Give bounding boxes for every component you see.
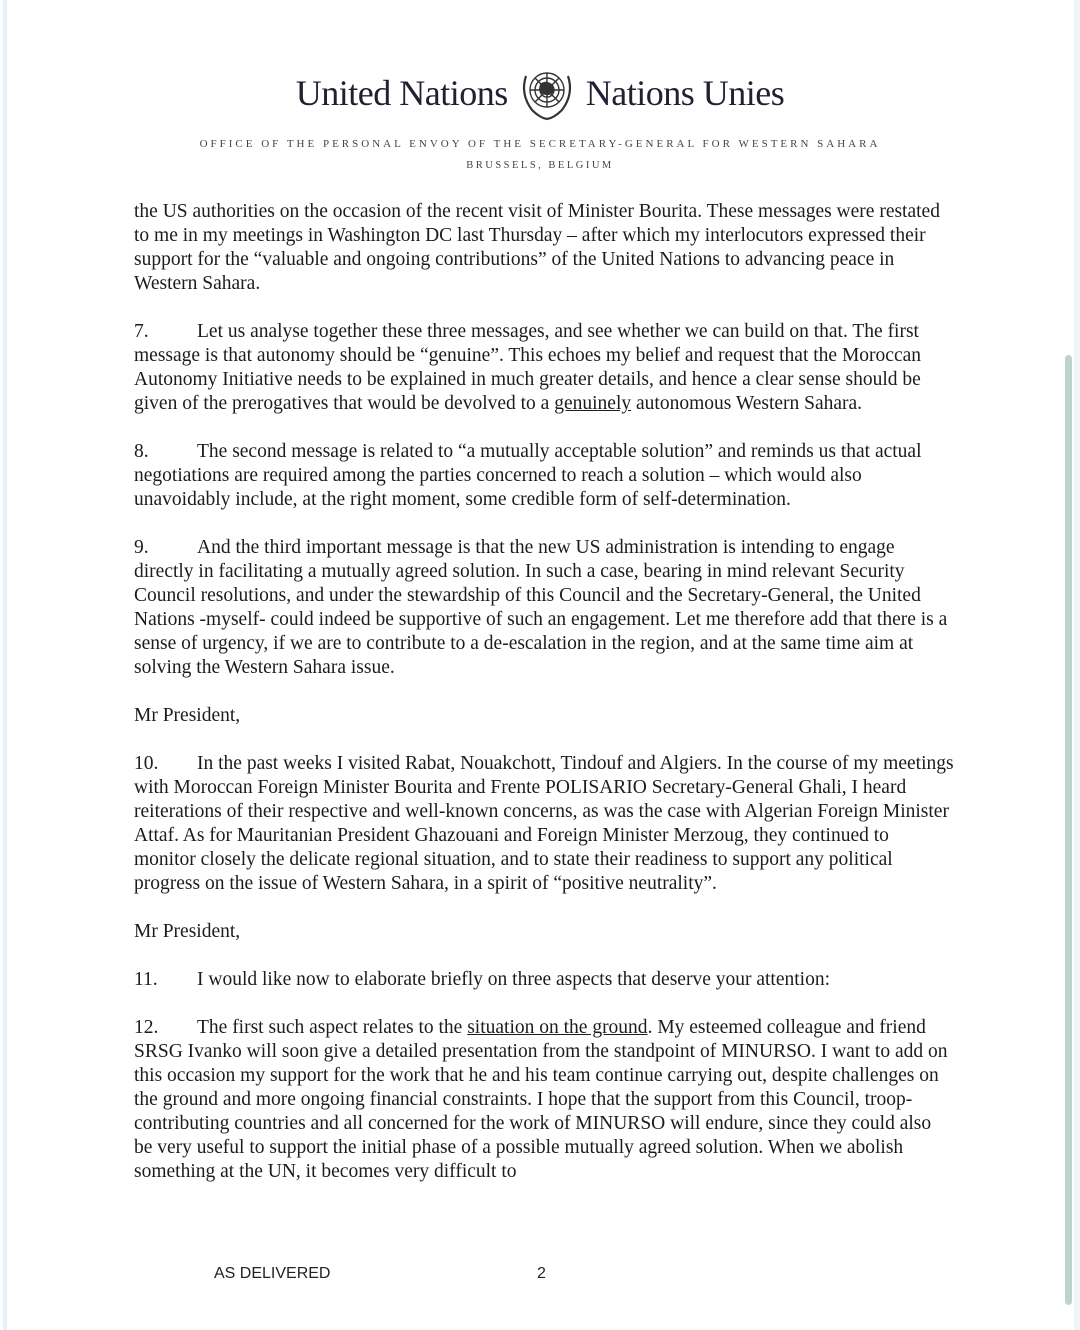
paragraph-text: Let us analyse together these three messages, and see whether we can build on that. The first message is that autonomy should be “genuine”. This echoes my belief and request that the Moroccan Autonomy Initiative needs to be explained in much greater details, and hence a clear sense should be given of the prerogatives that would be devolved to a — [134, 321, 921, 414]
paragraph-text: the US authorities on the occasion of the recent visit of Minister Bourita. These messages were restated to me in my meetings in Washington DC last Thursday – after which my interlocutors expressed their support for the “valuable and ongoing contributions” of the United Nations to advancing peace in Western Sahara. — [134, 201, 940, 294]
paragraph-11 — [134, 968, 954, 992]
paragraph-number: 11. — [134, 969, 158, 990]
paragraph-text: In the past weeks I visited Rabat, Nouakchott, Tindouf and Algiers. In the course of my meetings with Moroccan Foreign Minister Bourita and Frente POLISARIO Secretary-General Ghali, I heard reiterations of their respective and well-known concerns, as was the case with Algerian Foreign Minister Attaf. As for Mauritanian President Ghazouani and Foreign Minister Merzoug, they continued to monitor closely the delicate regional situation, and to state their readiness to support any political progress on the issue of Western Sahara, in a spirit of “positive neutrality”. — [134, 753, 954, 894]
scrollbar[interactable] — [1065, 355, 1072, 1305]
salutation-text: Mr President, — [134, 705, 241, 726]
salutation-text: Mr President, — [134, 921, 241, 942]
page-number: 2 — [537, 1265, 546, 1282]
paragraph-number: 9. — [134, 537, 149, 558]
paragraph-text: I would like now to elaborate briefly on three aspects that deserve your attention: — [197, 969, 830, 990]
paragraph-10 — [134, 752, 954, 896]
paragraph-6-continued — [134, 200, 954, 296]
paragraph-text: autonomous Western Sahara. — [631, 393, 863, 414]
paragraph-number: 8. — [134, 441, 149, 462]
paragraph-text: And the third important message is that the new US administration is intending to engage directly in facilitating a mutually agreed solution. In such a case, bearing in mind relevant Security Council resolutions, and under the stewardship of this Council and the Secretary-General, the United Nations -myself- could indeed be supportive of such an engagement. Let me therefore add that there is a sense of urgency, if we are to contribute to a de-escalation in the region, and at the same time aim at solving the Western Sahara issue. — [134, 537, 948, 678]
letterhead — [0, 62, 1080, 171]
salutation — [134, 704, 954, 728]
paragraph-12 — [134, 1016, 954, 1184]
paragraph-8 — [134, 440, 954, 512]
page-border-right — [1074, 0, 1080, 1330]
paragraph-text: The first such aspect relates to the — [197, 1017, 468, 1038]
document-body — [134, 200, 954, 1208]
underlined-text: genuinely — [554, 393, 632, 414]
org-name-en: United Nations — [295, 73, 508, 113]
paragraph-number: 7. — [134, 321, 149, 342]
paragraph-text: The second message is related to “a mutually acceptable solution” and reminds us that actual negotiations are required among the parties concerned to reach a solution – which would also unavoidably include, at the right moment, some credible form of self-determination. — [134, 441, 922, 510]
underlined-text: situation on the ground — [467, 1017, 648, 1038]
org-line — [0, 62, 1080, 124]
paragraph-number: 10. — [134, 753, 159, 774]
office-location: BRUSSELS, BELGIUM — [466, 160, 614, 171]
office-name: OFFICE OF THE PERSONAL ENVOY OF THE SECRETARY-GENERAL FOR WESTERN SAHARA — [199, 138, 881, 150]
un-emblem-icon — [516, 62, 578, 124]
paragraph-9 — [134, 536, 954, 680]
paragraph-text: . My esteemed colleague and friend SRSG Ivanko will soon give a detailed presentation from the standpoint of MINURSO. I want to add on this occasion my support for the work that he and his team continue carrying out, despite challenges on the ground and more ongoing financial constraints. I hope that the support from this Council, troop-contributing countries and all concerned for the work of MINURSO will endure, since they could also be very useful to support the initial phase of a possible mutually agreed solution. When we abolish something at the UN, it becomes very difficult to — [134, 1017, 948, 1182]
org-name-fr: Nations Unies — [585, 73, 785, 113]
footer-status: AS DELIVERED — [214, 1265, 331, 1282]
salutation — [134, 920, 954, 944]
paragraph-7 — [134, 320, 954, 416]
page-border-left — [3, 0, 7, 1330]
paragraph-number: 12. — [134, 1017, 159, 1038]
